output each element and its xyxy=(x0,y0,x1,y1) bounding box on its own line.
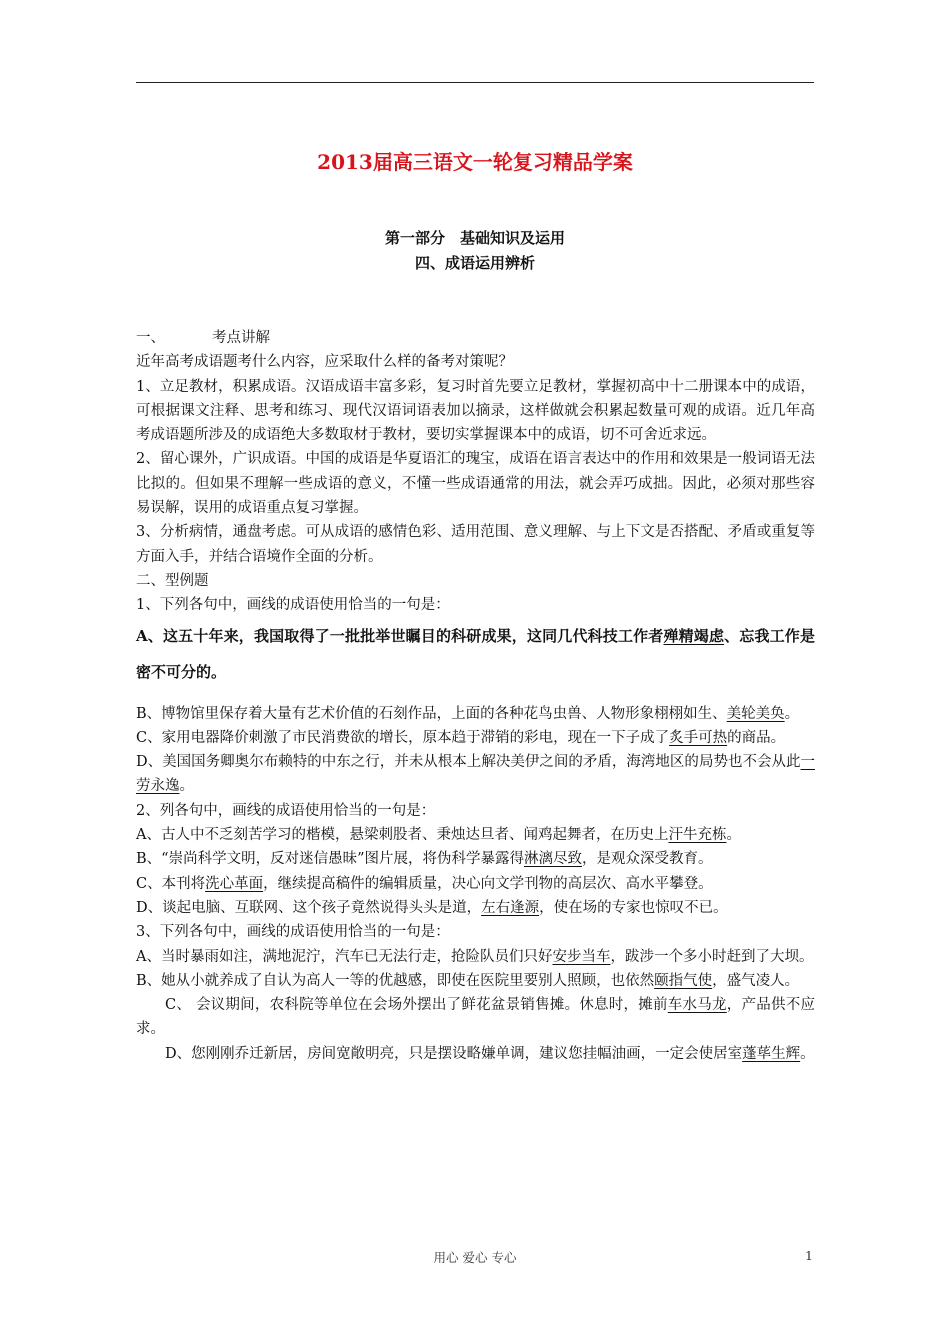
question-2-option-a: A、古人中不乏刻苦学习的楷模，悬梁刺股者、秉烛达旦者、闻鸡起舞者，在历史上汗牛充栋。 xyxy=(136,827,741,844)
part-heading: 第一部分 基础知识及运用 xyxy=(384,229,565,247)
document-body xyxy=(136,326,815,1066)
question-3-option-b: B、她从小就养成了自认为高人一等的优越感，即使在医院里要别人照顾，也依然颐指气使，盛气凌人。 xyxy=(136,972,800,989)
question-2-stem: 2、列各句中，画线的成语使用恰当的一句是： xyxy=(136,802,436,819)
question-1-option-b: B、博物馆里保存着大量有艺术价值的石刻作品，上面的各种花鸟虫兽、人物形象栩栩如生、美轮美奂。 xyxy=(136,705,800,722)
paragraph-2: 2、留心课外，广识成语。中国的成语是华夏语汇的瑰宝，成语在语言表达中的作用和效果是一般词语无法比拟的。但如果不理解一些成语的意义，不懂一些成语通常的用法，就会弄巧成拙。因此，必须对那些容易误解，误用的成语重点复习掌握。 xyxy=(136,451,815,517)
question-1-option-d: D、美国国务卿奥尔布赖特的中东之行，并未从根本上解决美伊之间的矛盾，海湾地区的局势也不会从此一劳永逸。 xyxy=(136,754,815,795)
question-1-option-c: C、家用电器降价刺激了市民消费欲的增长，原本趋于滞销的彩电，现在一下子成了炙手可热的商品。 xyxy=(136,729,786,746)
header-rule xyxy=(136,82,814,83)
paragraph-3: 3、分析病情，通盘考虑。可从成语的感情色彩、适用范围、意义理解、与上下文是否搭配、矛盾或重复等方面入手，并结合语境作全面的分析。 xyxy=(136,524,815,565)
question-3-option-d: D、您刚刚乔迁新居，房间宽敞明亮，只是摆设略嫌单调，建议您挂幅油画，一定会使居室蓬荜生辉。 xyxy=(165,1045,815,1062)
question-2-option-b: B、“崇尚科学文明，反对迷信愚昧”图片展，将伪科学暴露得淋漓尽致，是观众深受教育。 xyxy=(136,851,713,868)
section-1-heading: 一、 考点讲解 xyxy=(136,330,270,346)
page-number: 1 xyxy=(805,1248,813,1263)
question-3-option-c: C、 会议期间，农科院等单位在会场外摆出了鲜花盆景销售摊。休息时，摊前车水马龙，产品供不应求。 xyxy=(136,997,816,1038)
section-2-heading: 二、型例题 xyxy=(136,572,209,589)
paragraph-1: 1、立足教材，积累成语。汉语成语丰富多彩，复习时首先要立足教材，掌握初高中十二册课本中的成语，可根据课文注释、思考和练习、现代汉语词语表加以摘录，这样做就会积累起数量可观的成语。近几年高考成语题所涉及的成语绝大多数取材于教材，要切实掌握课本中的成语，切不可舍近求远。 xyxy=(136,378,815,444)
section-heading: 四、成语运用辨析 xyxy=(414,254,535,272)
question-2-option-d: D、谈起电脑、互联网、这个孩子竟然说得头头是道，左右逢源，使在场的专家也惊叹不已。 xyxy=(136,899,728,916)
question-1-stem: 1、下列各句中，画线的成语使用恰当的一句是： xyxy=(136,597,450,614)
question-3-option-a: A、当时暴雨如注，满地泥泞，汽车已无法行走，抢险队员们只好安步当车，跋涉一个多小时赶到了大坝。 xyxy=(136,948,814,965)
intro-paragraph: 近年高考成语题考什么内容，应采取什么样的备考对策呢？ xyxy=(136,354,513,371)
page-footer: 用心 爱心 专心 xyxy=(433,1250,517,1265)
question-3-stem: 3、下列各句中，画线的成语使用恰当的一句是： xyxy=(136,924,450,941)
document-title: 2013届高三语文一轮复习精品学案 xyxy=(317,150,633,174)
question-2-option-c: C、本刊将洗心革面，继续提高稿件的编辑质量，决心向文学刊物的高层次、高水平攀登。 xyxy=(136,875,713,892)
question-1-option-a: A、这五十年来，我国取得了一批批举世瞩目的科研成果，这同几代科技工作者殚精竭虑、忘我工作是密不可分的。 xyxy=(136,626,815,681)
